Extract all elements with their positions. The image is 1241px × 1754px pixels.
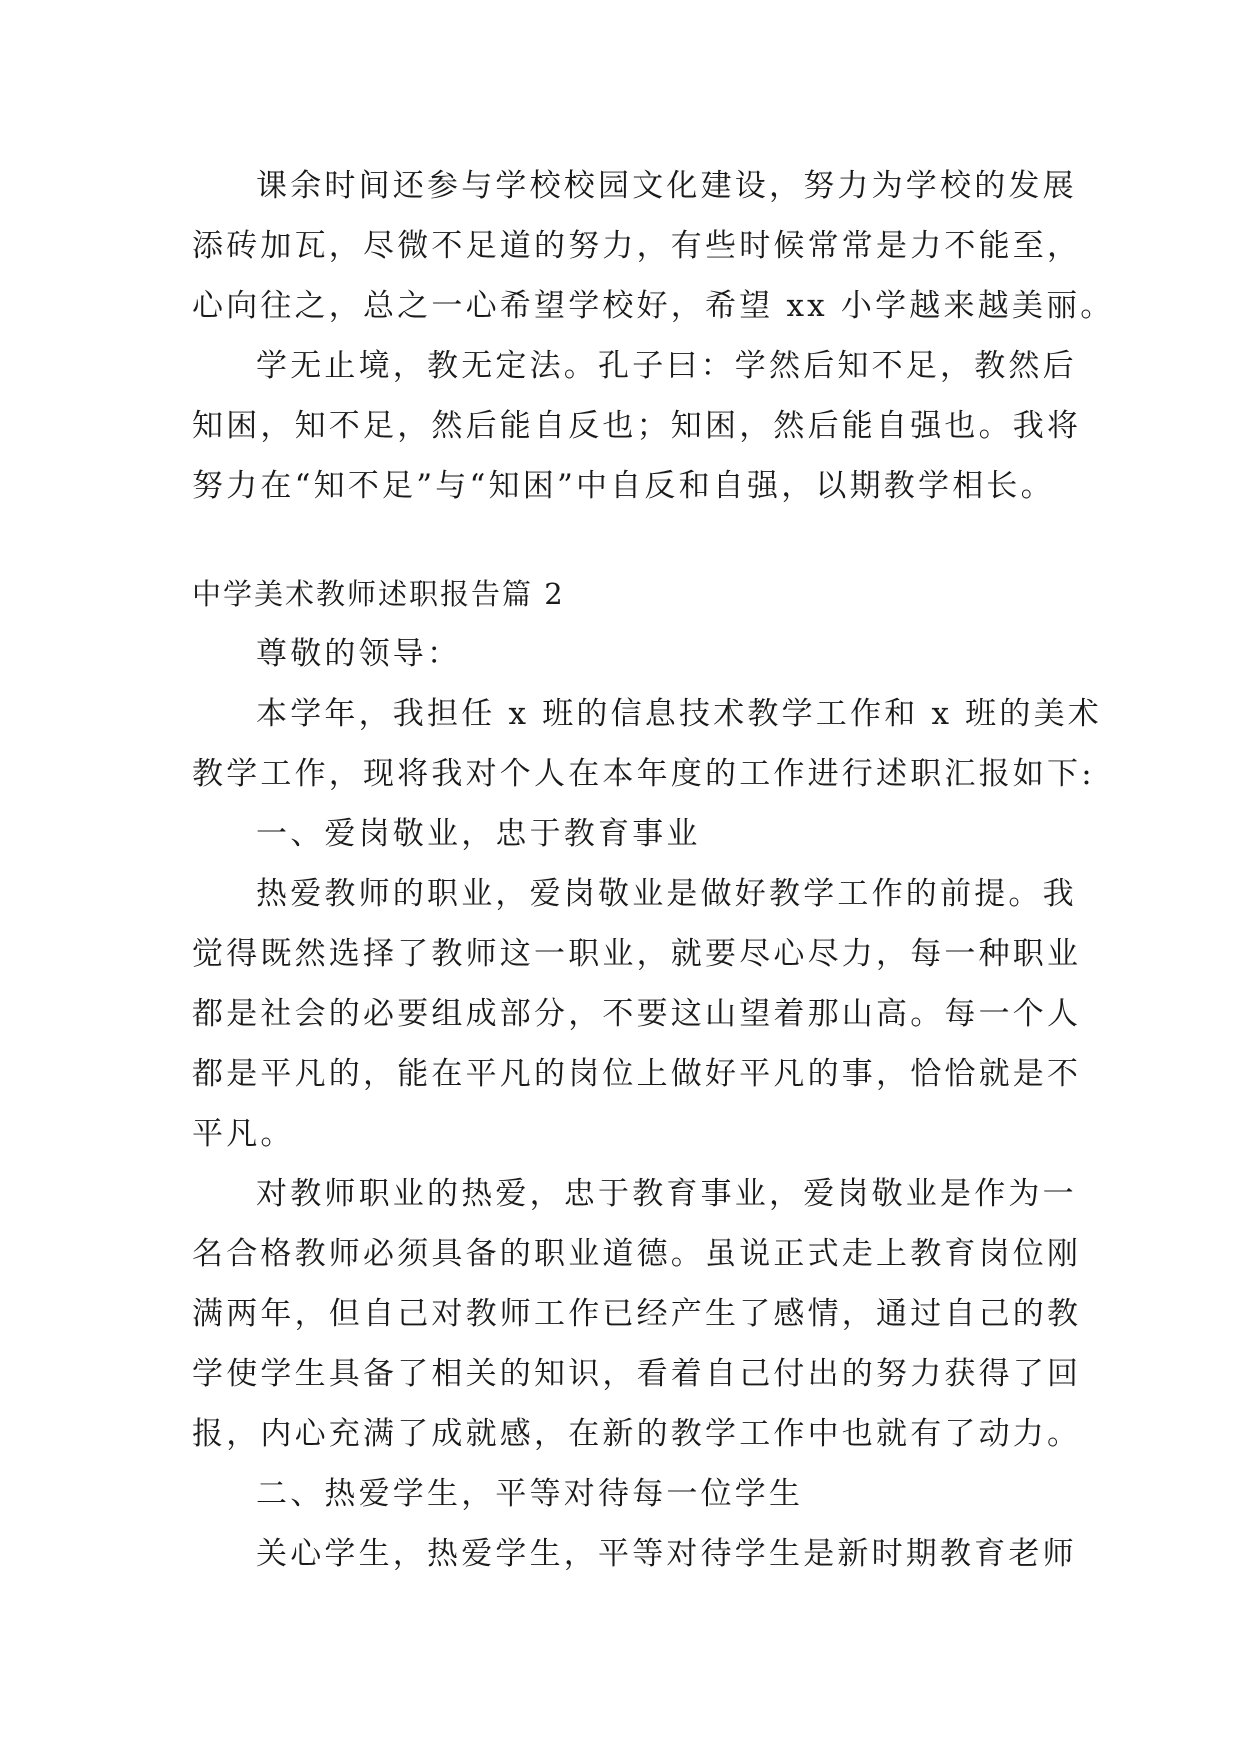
subheading: 二、热爱学生，平等对待每一位学生 <box>256 1476 804 1512</box>
paragraph-line: 学使学生具备了相关的知识，看着自己付出的努力获得了回 <box>192 1356 1082 1392</box>
section-title: 中学美术教师述职报告篇 2 <box>192 577 565 611</box>
paragraph-line: 满两年，但自己对教师工作已经产生了感情，通过自己的教 <box>192 1296 1082 1332</box>
paragraph-line: 课余时间还参与学校校园文化建设，努力为学校的发展 <box>256 168 1077 204</box>
paragraph-line: 觉得既然选择了教师这一职业，就要尽心尽力，每一种职业 <box>192 936 1082 972</box>
paragraph-line: 添砖加瓦，尽微不足道的努力，有些时候常常是力不能至， <box>192 228 1082 264</box>
paragraph-line: 都是社会的必要组成部分，不要这山望着那山高。每一个人 <box>192 996 1082 1032</box>
paragraph-line: 努力在“知不足”与“知困”中自反和自强，以期教学相长。 <box>192 468 1055 504</box>
paragraph-line: 心向往之，总之一心希望学校好，希望 xx 小学越来越美丽。 <box>192 288 1115 324</box>
paragraph-line: 对教师职业的热爱，忠于教育事业，爱岗敬业是作为一 <box>256 1176 1077 1212</box>
subheading: 一、爱岗敬业，忠于教育事业 <box>256 816 701 852</box>
paragraph-line: 都是平凡的，能在平凡的岗位上做好平凡的事，恰恰就是不 <box>192 1056 1082 1092</box>
paragraph-line: 平凡。 <box>192 1116 295 1152</box>
paragraph-line: 关心学生，热爱学生，平等对待学生是新时期教育老师 <box>256 1536 1077 1572</box>
paragraph-line: 热爱教师的职业，爱岗敬业是做好教学工作的前提。我 <box>256 876 1077 912</box>
salutation: 尊敬的领导： <box>256 636 462 672</box>
paragraph-line: 学无止境，教无定法。孔子曰：学然后知不足，教然后 <box>256 348 1077 384</box>
paragraph-line: 名合格教师必须具备的职业道德。虽说正式走上教育岗位刚 <box>192 1236 1082 1272</box>
paragraph-line: 知困，知不足，然后能自反也；知困，然后能自强也。我将 <box>192 408 1082 444</box>
paragraph-line: 报，内心充满了成就感，在新的教学工作中也就有了动力。 <box>192 1416 1082 1452</box>
paragraph-line: 本学年，我担任 x 班的信息技术教学工作和 x 班的美术 <box>256 696 1102 732</box>
paragraph-line: 教学工作，现将我对个人在本年度的工作进行述职汇报如下: <box>192 756 1095 792</box>
